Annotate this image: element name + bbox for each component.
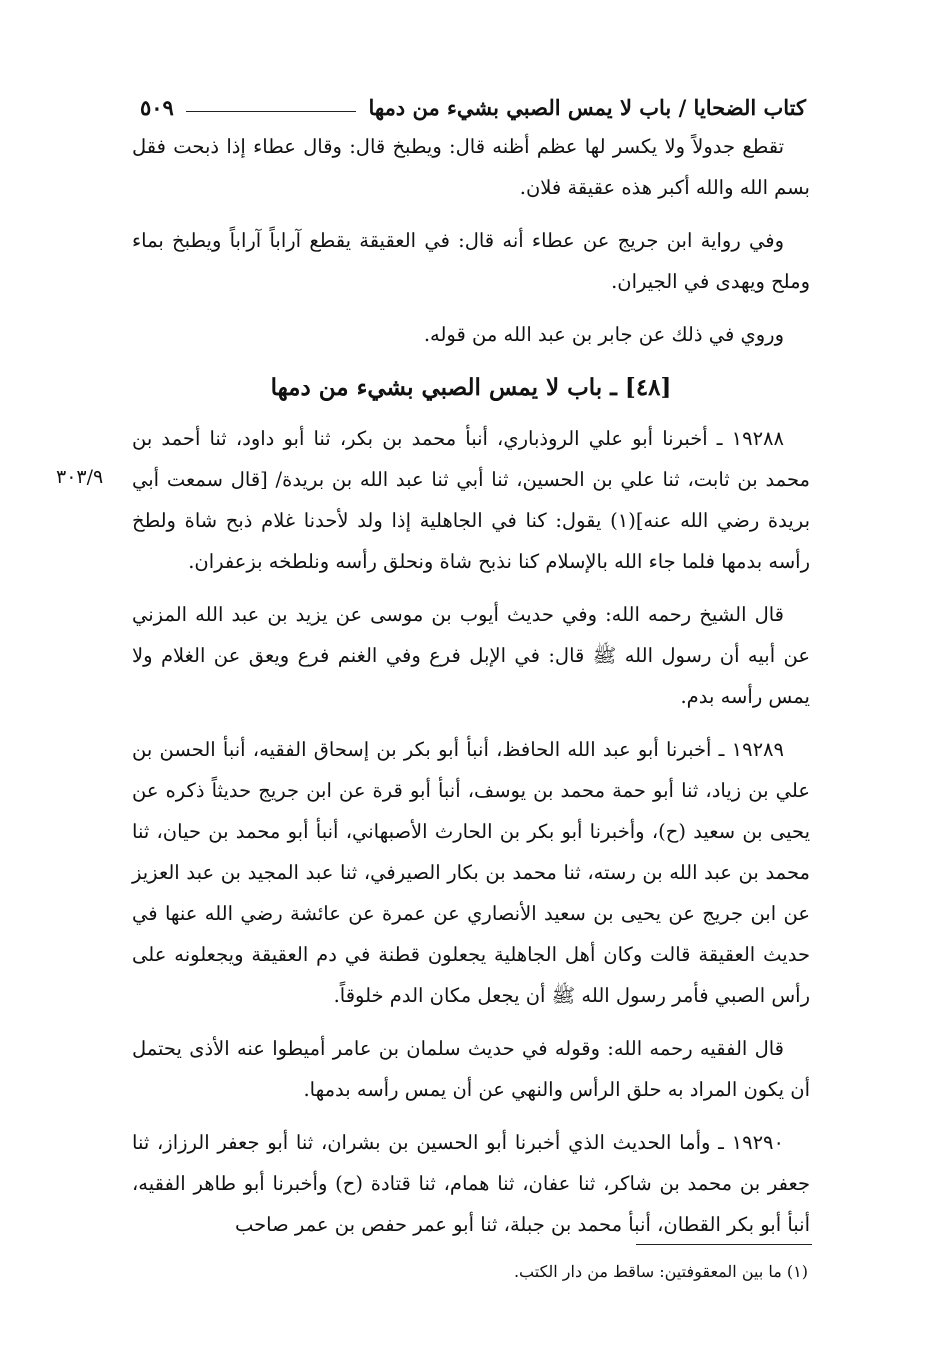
hadith-paragraph: ١٩٢٩٠ ـ وأما الحديث الذي أخبرنا أبو الحسين بن بشران، ثنا أبو جعفر الرزاز، ثنا جعفر بن محمد بن شاكر، ثنا عفان، ثنا همام، ثنا قتادة (ح) وأخبرنا أبو طاهر الفقيه، أنبأ أبو بكر القطان، أنبأ محمد بن جبلة، ثنا أبو عمر حفص بن عمر صاحب (132, 1131, 810, 1236)
footnote-rule (636, 1244, 812, 1245)
page-number: ٥٠٩ (140, 95, 174, 120)
margin-reference: ٣٠٣/٩ (56, 466, 104, 488)
paragraph: قال الفقيه رحمه الله: وقوله في حديث سلمان بن عامر أميطوا عنه الأذى يحتمل أن يكون المراد به حلق الرأس والنهي عن أن يمس رأسه بدمها. (132, 1037, 810, 1101)
paragraph: وفي رواية ابن جريج عن عطاء أنه قال: في العقيقة يقطع آراباً آراباً ويطبخ بماء وملح ويهدى في الجيران. (132, 229, 810, 293)
main-text (132, 126, 810, 1257)
paragraph: وروي في ذلك عن جابر بن عبد الله من قوله. (423, 323, 784, 346)
paragraph: قال الشيخ رحمه الله: وفي حديث أيوب بن موسى عن يزيد بن عبد الله المزني عن أبيه أن رسول الله ﷺ قال: في الإبل فرع وفي الغنم فرع ويعق عن الغلام ولا يمس رأسه بدم. (132, 603, 810, 708)
header-rule (186, 111, 357, 112)
paragraph: تقطع جدولاً ولا يكسر لها عظم أظنه قال: ويطبخ قال: وقال عطاء إذا ذبحت فقل بسم الله والله أكبر هذه عقيقة فلان. (132, 135, 810, 199)
footnote: (١) ما بين المعقوفتين: ساقط من دار الكتب. (513, 1262, 808, 1281)
hadith-paragraph: ١٩٢٨٨ ـ أخبرنا أبو علي الروذباري، أنبأ محمد بن بكر، ثنا أبو داود، ثنا أحمد بن محمد بن ثابت، ثنا علي بن الحسين، ثنا أبي ثنا عبد الله بن بريدة/ [قال سمعت أبي بريدة رضي الله عنه](١) يقول: كنا في الجاهلية إذا ولد لأحدنا غلام ذبح شاة ولطخ رأسه بدمها فلما جاء الله بالإسلام كنا نذبح شاة ونحلق رأسه ونلطخه بزعفران. (132, 427, 810, 573)
header-title: كتاب الضحايا / باب لا يمس الصبي بشيء من دمها (368, 95, 806, 120)
chapter-heading: [٤٨] ـ باب لا يمس الصبي بشيء من دمها (270, 374, 672, 401)
running-header (140, 84, 806, 120)
hadith-paragraph: ١٩٢٨٩ ـ أخبرنا أبو عبد الله الحافظ، أنبأ أبو بكر بن إسحاق الفقيه، أنبأ الحسن بن علي بن زياد، ثنا أبو حمة محمد بن يوسف، أنبأ أبو قرة عن ابن جريج حديثاً ذكره عن يحيى بن سعيد (ح)، وأخبرنا أبو بكر بن الحارث الأصبهاني، أنبأ أبو محمد بن حيان، ثنا محمد بن عبد الله بن رسته، ثنا محمد بن بكار الصيرفي، ثنا عبد المجيد بن عبد العزيز عن ابن جريج عن يحيى بن سعيد الأنصاري عن عمرة عن عائشة رضي الله عنها في حديث العقيقة قالت وكان أهل الجاهلية يجعلون قطنة في دم العقيقة ويجعلونه على رأس الصبي فأمر رسول الله ﷺ أن يجعل مكان الدم خلوقاً. (132, 738, 810, 1007)
